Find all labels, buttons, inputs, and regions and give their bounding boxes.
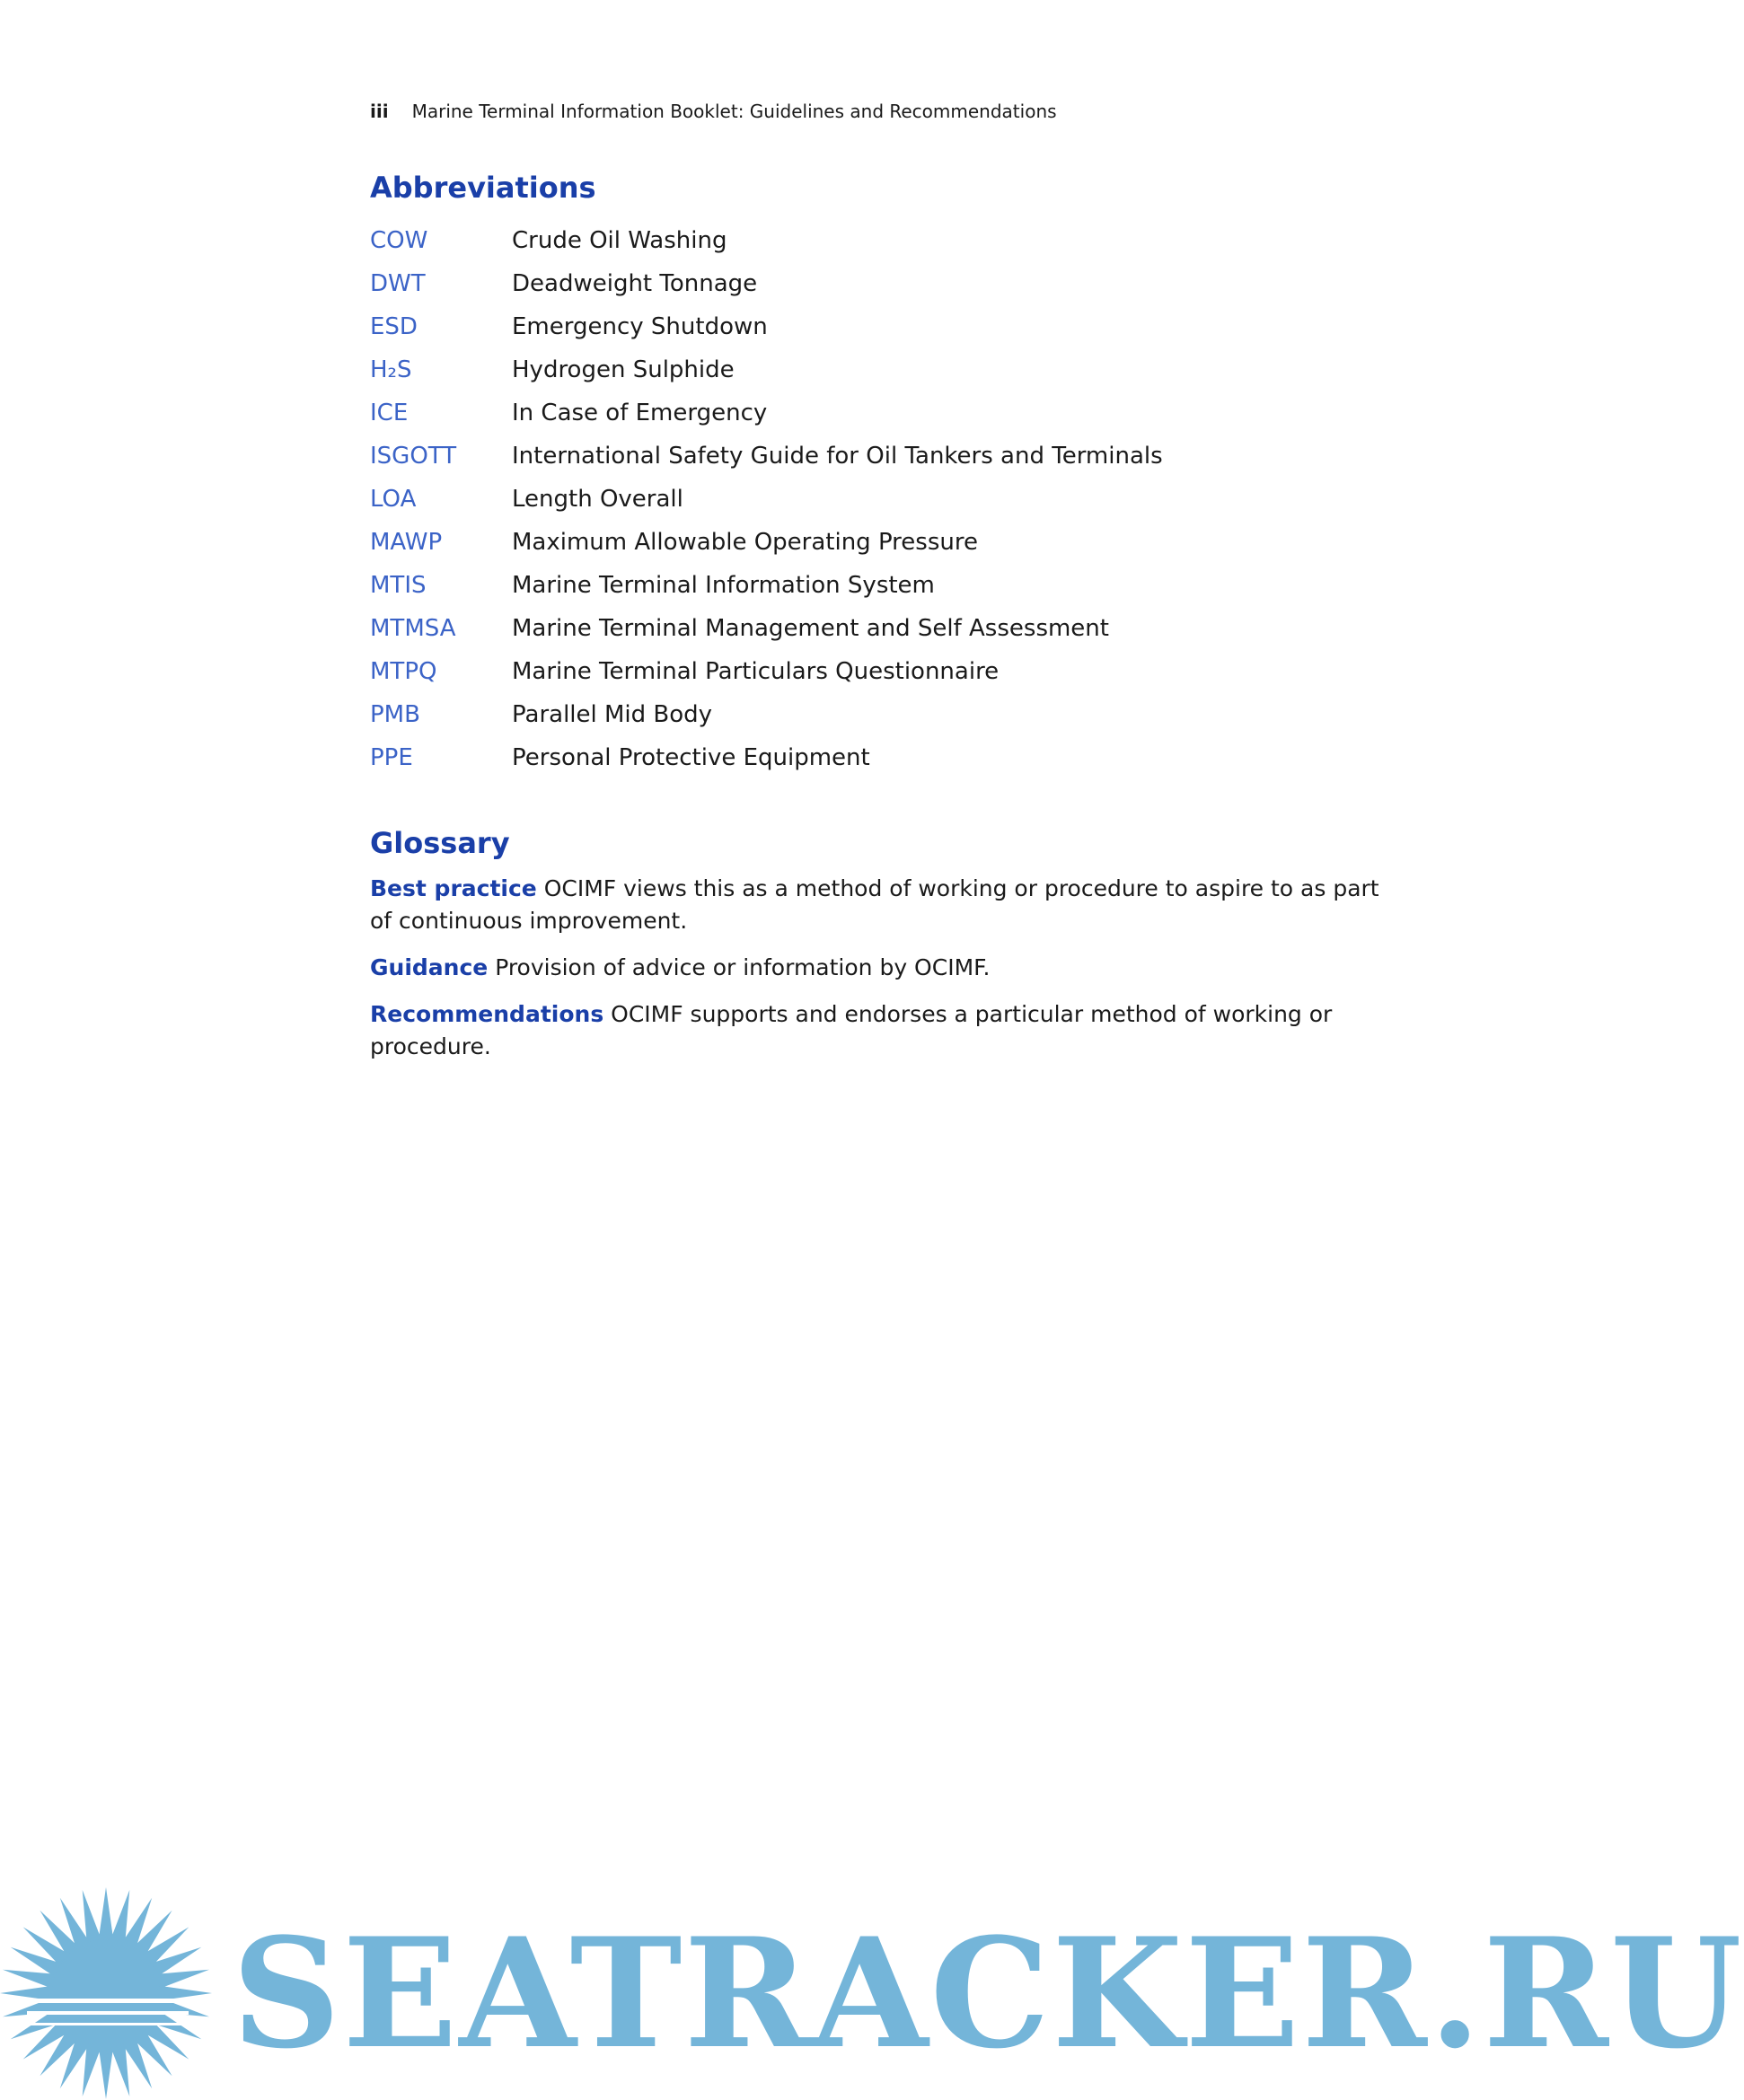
- glossary-title: Glossary: [370, 826, 510, 860]
- glossary-definition: OCIMF supports and endorses a particular method of working or procedure.: [370, 1001, 1333, 1059]
- glossary-definition: OCIMF views this as a method of working or procedure to aspire to as part of continuous improvement.: [370, 875, 1379, 934]
- glossary-term: Recommendations: [370, 1001, 604, 1027]
- sun-icon: [0, 1876, 225, 2100]
- abbreviation-definition: Parallel Mid Body: [512, 701, 713, 728]
- abbreviation-row: [370, 693, 1163, 736]
- page-number: iii: [370, 101, 389, 122]
- abbreviation-term: COW: [370, 227, 428, 254]
- abbreviation-definition: Marine Terminal Information System: [512, 572, 935, 599]
- glossary-term: Best practice: [370, 875, 537, 901]
- abbreviation-row: [370, 262, 1163, 305]
- abbreviation-definition: Marine Terminal Management and Self Assessment: [512, 615, 1109, 642]
- abbreviation-term: H₂S: [370, 356, 412, 383]
- glossary-term: Guidance: [370, 954, 489, 980]
- abbreviation-row: [370, 305, 1163, 348]
- abbreviation-row: [370, 391, 1163, 435]
- abbreviation-row: [370, 521, 1163, 564]
- abbreviation-row: [370, 607, 1163, 650]
- abbreviation-term: MAWP: [370, 529, 443, 556]
- glossary-entry: [370, 998, 1385, 1063]
- watermark: [0, 1876, 1744, 2100]
- abbreviation-definition: Maximum Allowable Operating Pressure: [512, 529, 978, 556]
- abbreviation-definition: Personal Protective Equipment: [512, 744, 870, 771]
- abbreviations-list: [370, 219, 1163, 779]
- running-header: [370, 101, 1057, 122]
- glossary-list: [370, 873, 1385, 1077]
- abbreviation-term: PPE: [370, 744, 413, 771]
- abbreviation-term: MTPQ: [370, 658, 437, 685]
- abbreviation-row: [370, 564, 1163, 607]
- abbreviation-term: ESD: [370, 313, 418, 340]
- abbreviation-row: [370, 219, 1163, 262]
- abbreviation-term: DWT: [370, 270, 426, 297]
- watermark-text: SEATRACKER.RU: [232, 1904, 1744, 2082]
- abbreviation-definition: Length Overall: [512, 486, 683, 513]
- abbreviation-definition: Deadweight Tonnage: [512, 270, 758, 297]
- glossary-entry: [370, 952, 1385, 984]
- abbreviation-term: PMB: [370, 701, 420, 728]
- abbreviation-definition: In Case of Emergency: [512, 400, 768, 426]
- abbreviation-definition: Hydrogen Sulphide: [512, 356, 735, 383]
- abbreviation-row: [370, 348, 1163, 391]
- abbreviation-term: LOA: [370, 486, 417, 513]
- abbreviation-row: [370, 650, 1163, 693]
- abbreviation-row: [370, 478, 1163, 521]
- abbreviation-term: ICE: [370, 400, 409, 426]
- abbreviation-definition: Marine Terminal Particulars Questionnaire: [512, 658, 1000, 685]
- running-title: Marine Terminal Information Booklet: Guidelines and Recommendations: [411, 101, 1057, 122]
- abbreviation-row: [370, 435, 1163, 478]
- glossary-entry: [370, 873, 1385, 937]
- abbreviation-term: MTIS: [370, 572, 427, 599]
- abbreviation-term: MTMSA: [370, 615, 456, 642]
- abbreviation-definition: International Safety Guide for Oil Tankers and Terminals: [512, 443, 1163, 470]
- glossary-definition: Provision of advice or information by OCIMF.: [495, 954, 991, 980]
- abbreviation-row: [370, 736, 1163, 779]
- abbreviation-definition: Crude Oil Washing: [512, 227, 727, 254]
- abbreviation-term: ISGOTT: [370, 443, 457, 470]
- abbreviation-definition: Emergency Shutdown: [512, 313, 768, 340]
- abbreviations-title: Abbreviations: [370, 171, 596, 205]
